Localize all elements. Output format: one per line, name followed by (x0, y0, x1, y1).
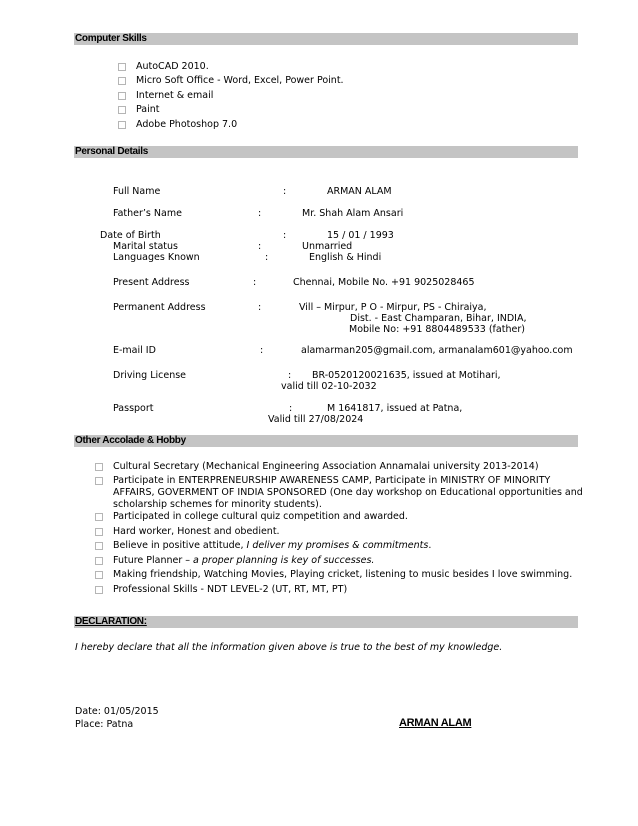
list-item (113, 555, 374, 566)
checkbox-bullet-icon (95, 586, 103, 594)
checkbox-bullet-icon (95, 542, 103, 550)
checkbox-bullet-icon (95, 513, 103, 521)
list-item: Participated in college cultural quiz competition and awarded. (113, 511, 408, 522)
field-value: Vill – Mirpur, P O - Mirpur, PS - Chiraiya, (299, 302, 487, 313)
section-bar-personal-details (74, 146, 578, 158)
field-value: English & Hindi (309, 252, 382, 263)
checkbox-bullet-icon (95, 571, 103, 579)
text: Believe in positive attitude, (113, 540, 247, 551)
section-bar-computer-skills (74, 33, 578, 45)
colon: : (265, 252, 269, 263)
list-item: AutoCAD 2010. (136, 61, 209, 72)
section-bar-accolades (74, 435, 578, 447)
list-item: Adobe Photoshop 7.0 (136, 119, 238, 130)
field-value: Mobile No: +91 8804489533 (father) (349, 324, 525, 335)
list-item: Micro Soft Office - Word, Excel, Power Point. (136, 75, 344, 86)
list-item: AFFAIRS, GOVERMENT OF INDIA SPONSORED (One day workshop on Educational opportunities and (113, 487, 583, 498)
colon: : (288, 370, 292, 381)
list-item: Participate in ENTERPRENEURSHIP AWARENESS CAMP, Participate in MINISTRY OF MINORITY (113, 475, 551, 486)
checkbox-bullet-icon (95, 557, 103, 565)
checkbox-bullet-icon (95, 528, 103, 536)
field-label: E-mail ID (113, 345, 156, 356)
colon: : (260, 345, 264, 356)
text: Future Planner – (113, 555, 194, 566)
italic-text: I deliver my promises & commitments (246, 540, 429, 551)
field-label: Present Address (113, 277, 190, 288)
date-line: Date: 01/05/2015 (75, 706, 159, 717)
colon: : (289, 403, 293, 414)
checkbox-bullet-icon (118, 106, 126, 114)
list-item: Making friendship, Watching Movies, Playing cricket, listening to music besides I love swimming. (113, 569, 573, 580)
list-item: Professional Skills - NDT LEVEL-2 (UT, RT, MT, PT) (113, 584, 348, 595)
field-value: BR-0520120021635, issued at Motihari, (312, 370, 501, 381)
signature-name: ARMAN ALAM (399, 717, 472, 729)
place-line: Place: Patna (75, 719, 134, 730)
checkbox-bullet-icon (118, 121, 126, 129)
field-label: Permanent Address (113, 302, 206, 313)
section-bar-declaration (74, 616, 578, 628)
field-label: Date of Birth (100, 230, 161, 241)
field-label: Father’s Name (113, 208, 182, 219)
field-value: M 1641817, issued at Patna, (327, 403, 463, 414)
field-label: Driving License (113, 370, 187, 381)
section-heading: Personal Details (75, 146, 149, 157)
field-value: 15 / 01 / 1993 (327, 230, 394, 241)
italic-text: a proper planning is key of successes. (193, 555, 375, 566)
checkbox-bullet-icon (95, 463, 103, 471)
colon: : (283, 186, 287, 197)
field-value: Unmarried (302, 241, 353, 252)
checkbox-bullet-icon (118, 63, 126, 71)
checkbox-bullet-icon (118, 77, 126, 85)
list-item (113, 540, 431, 551)
list-item: Cultural Secretary (Mechanical Engineering Association Annamalai university 2013-2014) (113, 461, 539, 472)
email-value: alamarman205@gmail.com, armanalam601@yahoo.com (301, 345, 573, 356)
section-heading: DECLARATION: (75, 616, 147, 627)
checkbox-bullet-icon (118, 92, 126, 100)
list-item: Hard worker, Honest and obedient. (113, 526, 280, 537)
declaration-text: I hereby declare that all the information given above is true to the best of my knowledge. (75, 642, 503, 653)
field-value: ARMAN ALAM (327, 186, 392, 197)
field-value: Valid till 27/08/2024 (268, 414, 364, 425)
list-item: scholarship schemes for minority students). (113, 499, 322, 510)
field-value: valid till 02-10-2032 (281, 381, 377, 392)
checkbox-bullet-icon (95, 477, 103, 485)
field-label: Languages Known (113, 252, 200, 263)
field-label: Marital status (113, 241, 178, 252)
field-value: Chennai, Mobile No. +91 9025028465 (293, 277, 475, 288)
colon: : (258, 208, 262, 219)
list-item: Paint (136, 104, 160, 115)
colon: : (258, 241, 262, 252)
text: . (428, 540, 432, 551)
colon: : (253, 277, 257, 288)
colon: : (283, 230, 287, 241)
field-value: Dist. - East Champaran, Bihar, INDIA, (350, 313, 527, 324)
section-heading: Other Accolade & Hobby (75, 435, 186, 446)
field-label: Passport (113, 403, 154, 414)
list-item: Internet & email (136, 90, 214, 101)
field-value: Mr. Shah Alam Ansari (302, 208, 404, 219)
field-label: Full Name (113, 186, 161, 197)
colon: : (258, 302, 262, 313)
section-heading: Computer Skills (75, 33, 147, 44)
